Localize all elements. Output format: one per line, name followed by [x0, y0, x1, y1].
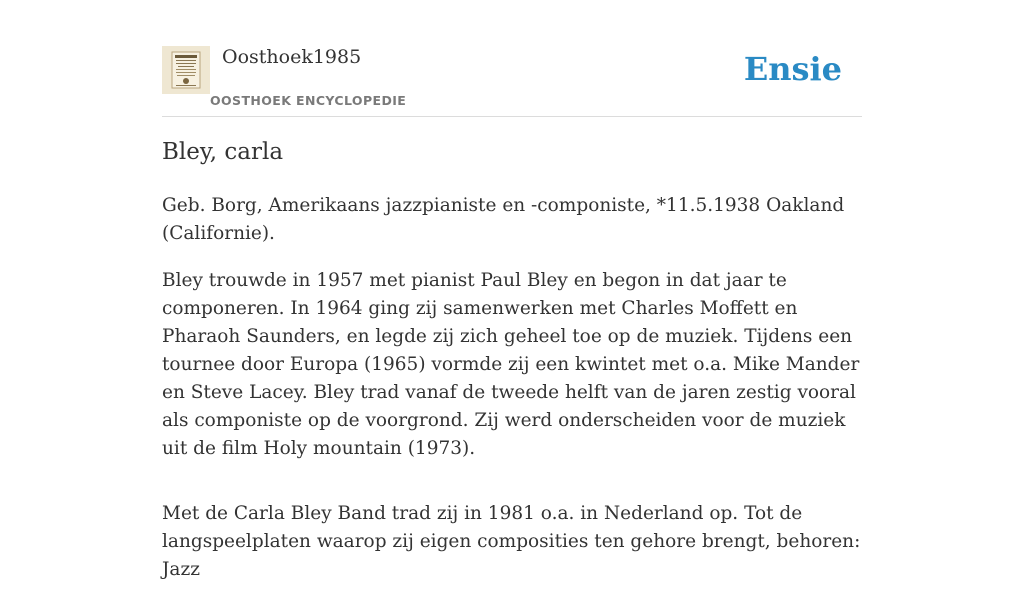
encyclopedia-cover-avatar-icon [162, 46, 210, 94]
article-body [162, 192, 862, 603]
username-link[interactable]: Oosthoek1985 [222, 46, 362, 68]
user-avatar[interactable] [162, 46, 210, 94]
page-header [162, 40, 862, 117]
article-title: Bley, carla [162, 139, 284, 165]
article-paragraph: Met de Carla Bley Band trad zij in 1981 o.a. in Nederland op. Tot de langspeelplaten waarop zij eigen composities ten gehore brengt, behoren: Jazz [162, 503, 861, 580]
article-paragraph: Geb. Borg, Amerikaans jazzpianiste en -componiste, *11.5.1938 Oakland (Californie). [162, 195, 845, 244]
source-label[interactable]: OOSTHOEK ENCYCLOPEDIE [210, 93, 407, 108]
ensie-logo[interactable]: Ensie [743, 50, 842, 88]
article-paragraph: Bley trouwde in 1957 met pianist Paul Bley en begon in dat jaar te componeren. In 1964 ging zij samenwerken met Charles Moffett en Pharaoh Saunders, en legde zij zich geheel toe op de muziek. Tijdens een tournee door Europa (1965) vormde zij een kwintet met o.a. Mike Mander en Steve Lacey. Bley trad vanaf de tweede helft van de jaren zestig vooral als componiste op de voorgrond. Zij werd onderscheiden voor de muziek uit de film Holy mountain (1973). [162, 270, 860, 459]
